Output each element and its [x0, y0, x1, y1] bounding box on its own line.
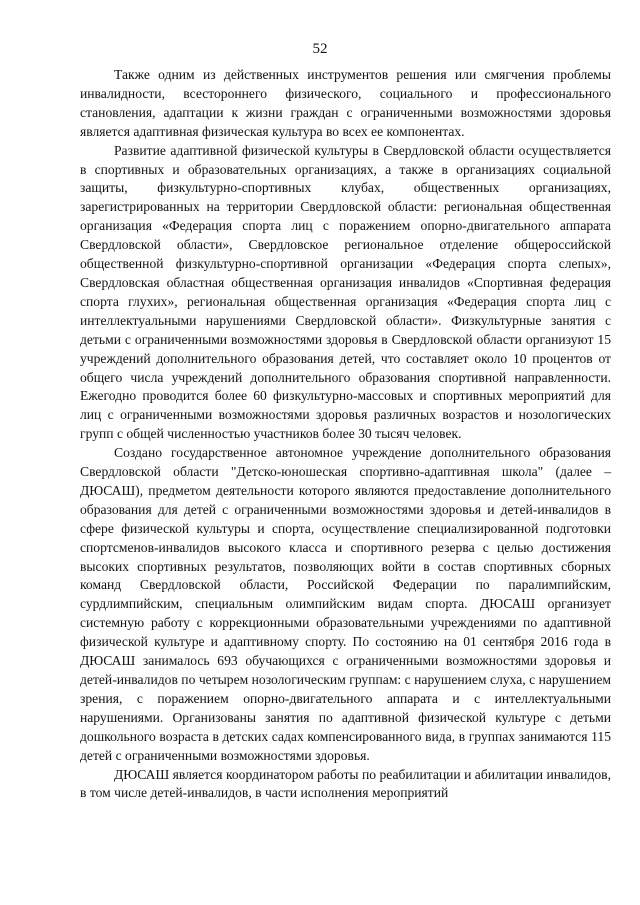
paragraph-dyusash-founded: Создано государственное автономное учреждение дополнительного образования Свердловской области "Детско-юношеская спортивно-адаптивная школа" (далее – ДЮСАШ), предметом деятельности которого являются предоставление дополнительного образования для детей с ограниченными возможностями здоровья и детей-инвалидов в сфере физической культуры и спорта, осуществление специализированной подготовки спортсменов-инвалидов высокого класса и спортивного резерва с целью достижения высоких спортивных результатов, позволяющих войти в состав спортивных сборных команд Свердловской области, Российской Федерации по паралимпийским, сурдлимпийским, специальным олимпийским видам спорта. ДЮСАШ организует системную работу с коррекционными образовательными учреждениями по адаптивной физической культуре и адаптивному спорту. По состоянию на 01 сентября 2016 года в ДЮСАШ занималось 693 обучающихся с ограниченными возможностями здоровья и детей-инвалидов по четырем нозологическим группам: с нарушением слуха, с нарушением зрения, с поражением опорно-двигательного аппарата и с интеллектуальными нарушениями. Организованы занятия по адаптивной физической культуре с детьми дошкольного возраста в детских садах компенсированного вида, в группах занимаются 115 детей с ограниченными возможностями здоровья.	[80, 445, 611, 763]
paragraph-adaptive-physical-culture: Также одним из действенных инструментов решения или смягчения проблемы инвалидности, всестороннего физического, социального и профессионального становления, адаптации к жизни граждан с ограниченными возможностями здоровья является адаптивная физическая культура во всех ее компонентах.	[80, 67, 611, 139]
page-number: 52	[312, 41, 328, 57]
paragraph-dyusash-coordinator: ДЮСАШ является координатором работы по реабилитации и абилитации инвалидов, в том числе детей-инвалидов, в части исполнения мероприятий	[80, 766, 611, 801]
paragraph-development-sverdlovsk: Развитие адаптивной физической культуры в Свердловской области осуществляется в спортивных и образовательных организациях, а также в организациях социальной защиты, физкультурно-спортивных клубах, общественных организациях, зарегистрированных на территории Свердловской области: региональная общественная организация «Федерация спорта лиц с поражением опорно-двигательного аппарата Свердловской области», Свердловское региональное отделение общероссийской общественной физкультурно-спортивной организации «Федерация спорта слепых», Свердловская областная общественная организация инвалидов «Спортивная федерация спорта глухих», региональная общественная организация «Федерация спорта лиц с интеллектуальными нарушениями Свердловской области». Физкультурные занятия с детьми с ограниченными возможностями здоровья в Свердловской области организуют 15 учреждений дополнительного образования детей, что составляет около 10 процентов от общего числа учреждений дополнительного образования спортивной направленности. Ежегодно проводится более 60 физкультурно-массовых и спортивных мероприятий для лиц с ограниченными возможностями здоровья различных возрастов и нозологических групп с общей численностью участников более 30 тысяч человек.	[80, 142, 611, 442]
document-body	[80, 66, 611, 803]
